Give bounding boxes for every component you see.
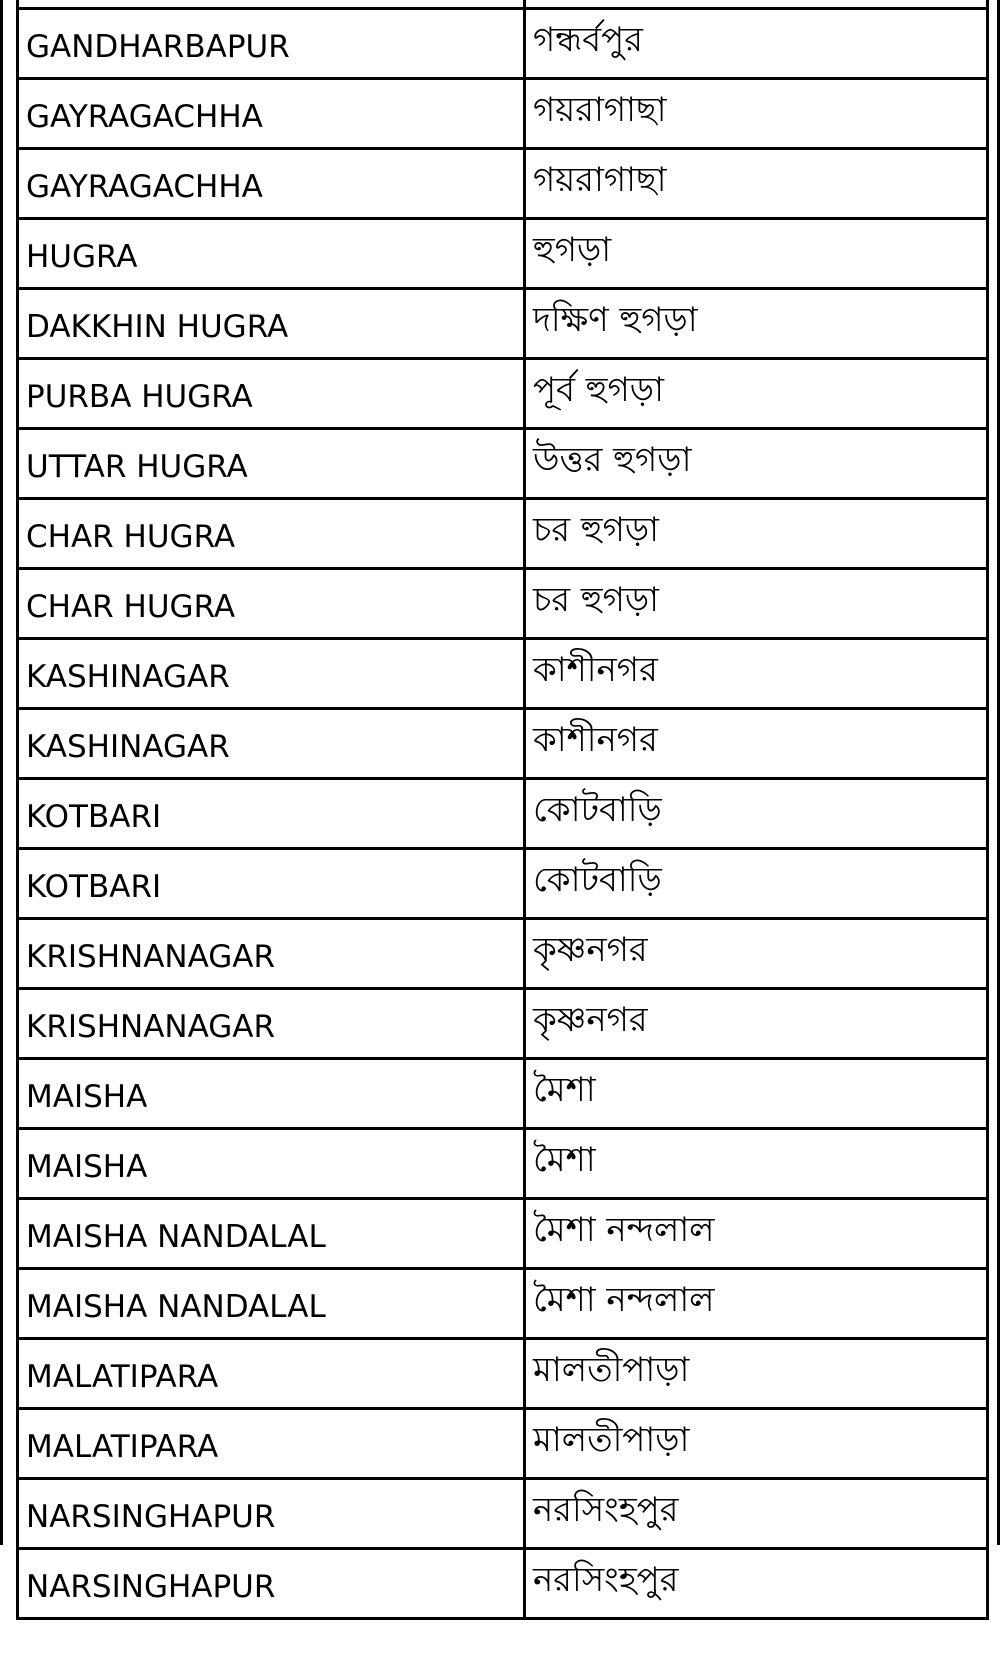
table-row [18,219,988,289]
english-name-cell: CHAR HUGRA [18,569,525,639]
table-row [18,1549,988,1619]
table-row [18,359,988,429]
table-row [18,569,988,639]
bengali-name-cell: মৈশা [525,1129,988,1199]
english-name-cell: MAISHA [18,1059,525,1129]
bengali-name-cell: কৃষ্ণনগর [525,989,988,1059]
english-name-cell: HUGRA [18,219,525,289]
table-row-partial [18,0,988,9]
bengali-name-cell: কোটবাড়ি [525,849,988,919]
english-name-cell: UTTAR HUGRA [18,429,525,499]
table-row [18,849,988,919]
left-column-border [0,0,3,1545]
bengali-name-cell: পূর্ব হুগড়া [525,359,988,429]
english-name-cell: DAKKHIN HUGRA [18,289,525,359]
table-row [18,499,988,569]
table-row [18,1339,988,1409]
english-name-cell: MAISHA NANDALAL [18,1199,525,1269]
english-name-cell: MAISHA [18,1129,525,1199]
bengali-name-cell: গয়রাগাছা [525,79,988,149]
table-row [18,709,988,779]
bengali-name-cell: কৃষ্ণনগর [525,919,988,989]
bengali-name-cell: মৈশা নন্দলাল [525,1269,988,1339]
village-name-table [16,0,986,1620]
bengali-name-cell: কাশীনগর [525,709,988,779]
table-row [18,919,988,989]
english-name-cell: NARSINGHAPUR [18,1549,525,1619]
table-row [18,9,988,79]
english-name-cell: CHAR HUGRA [18,499,525,569]
bengali-name-cell: চর হুগড়া [525,499,988,569]
bengali-name-cell: চর হুগড়া [525,569,988,639]
bengali-name-cell: কোটবাড়ি [525,779,988,849]
english-name-cell: KOTBARI [18,779,525,849]
bengali-name-cell: মৈশা [525,1059,988,1129]
name-table [16,0,989,1620]
partial-cell-bengali [525,0,988,9]
table-row [18,1199,988,1269]
table-body [18,0,988,1619]
english-name-cell: MAISHA NANDALAL [18,1269,525,1339]
english-name-cell: MALATIPARA [18,1339,525,1409]
table-row [18,1409,988,1479]
english-name-cell: KASHINAGAR [18,709,525,779]
table-row [18,1129,988,1199]
table-row [18,289,988,359]
bengali-name-cell: মালতীপাড়া [525,1409,988,1479]
english-name-cell: MALATIPARA [18,1409,525,1479]
english-name-cell: KRISHNANAGAR [18,989,525,1059]
bengali-name-cell: নরসিংহপুর [525,1479,988,1549]
english-name-cell: GAYRAGACHHA [18,149,525,219]
bengali-name-cell: মৈশা নন্দলাল [525,1199,988,1269]
english-name-cell: NARSINGHAPUR [18,1479,525,1549]
table-row [18,639,988,709]
english-name-cell: GANDHARBAPUR [18,9,525,79]
english-name-cell: GAYRAGACHHA [18,79,525,149]
bengali-name-cell: কাশীনগর [525,639,988,709]
table-row [18,989,988,1059]
table-row [18,429,988,499]
english-name-cell: KRISHNANAGAR [18,919,525,989]
bengali-name-cell: নরসিংহপুর [525,1549,988,1619]
table-row [18,79,988,149]
bengali-name-cell: দক্ষিণ হুগড়া [525,289,988,359]
bengali-name-cell: গন্ধর্বপুর [525,9,988,79]
english-name-cell: KOTBARI [18,849,525,919]
bengali-name-cell: উত্তর হুগড়া [525,429,988,499]
bengali-name-cell: গয়রাগাছা [525,149,988,219]
english-name-cell: KASHINAGAR [18,639,525,709]
table-row [18,779,988,849]
bengali-name-cell: মালতীপাড়া [525,1339,988,1409]
partial-cell-english [18,0,525,9]
table-row [18,1479,988,1549]
bengali-name-cell: হুগড়া [525,219,988,289]
table-row [18,1059,988,1129]
table-row [18,149,988,219]
english-name-cell: PURBA HUGRA [18,359,525,429]
table-row [18,1269,988,1339]
